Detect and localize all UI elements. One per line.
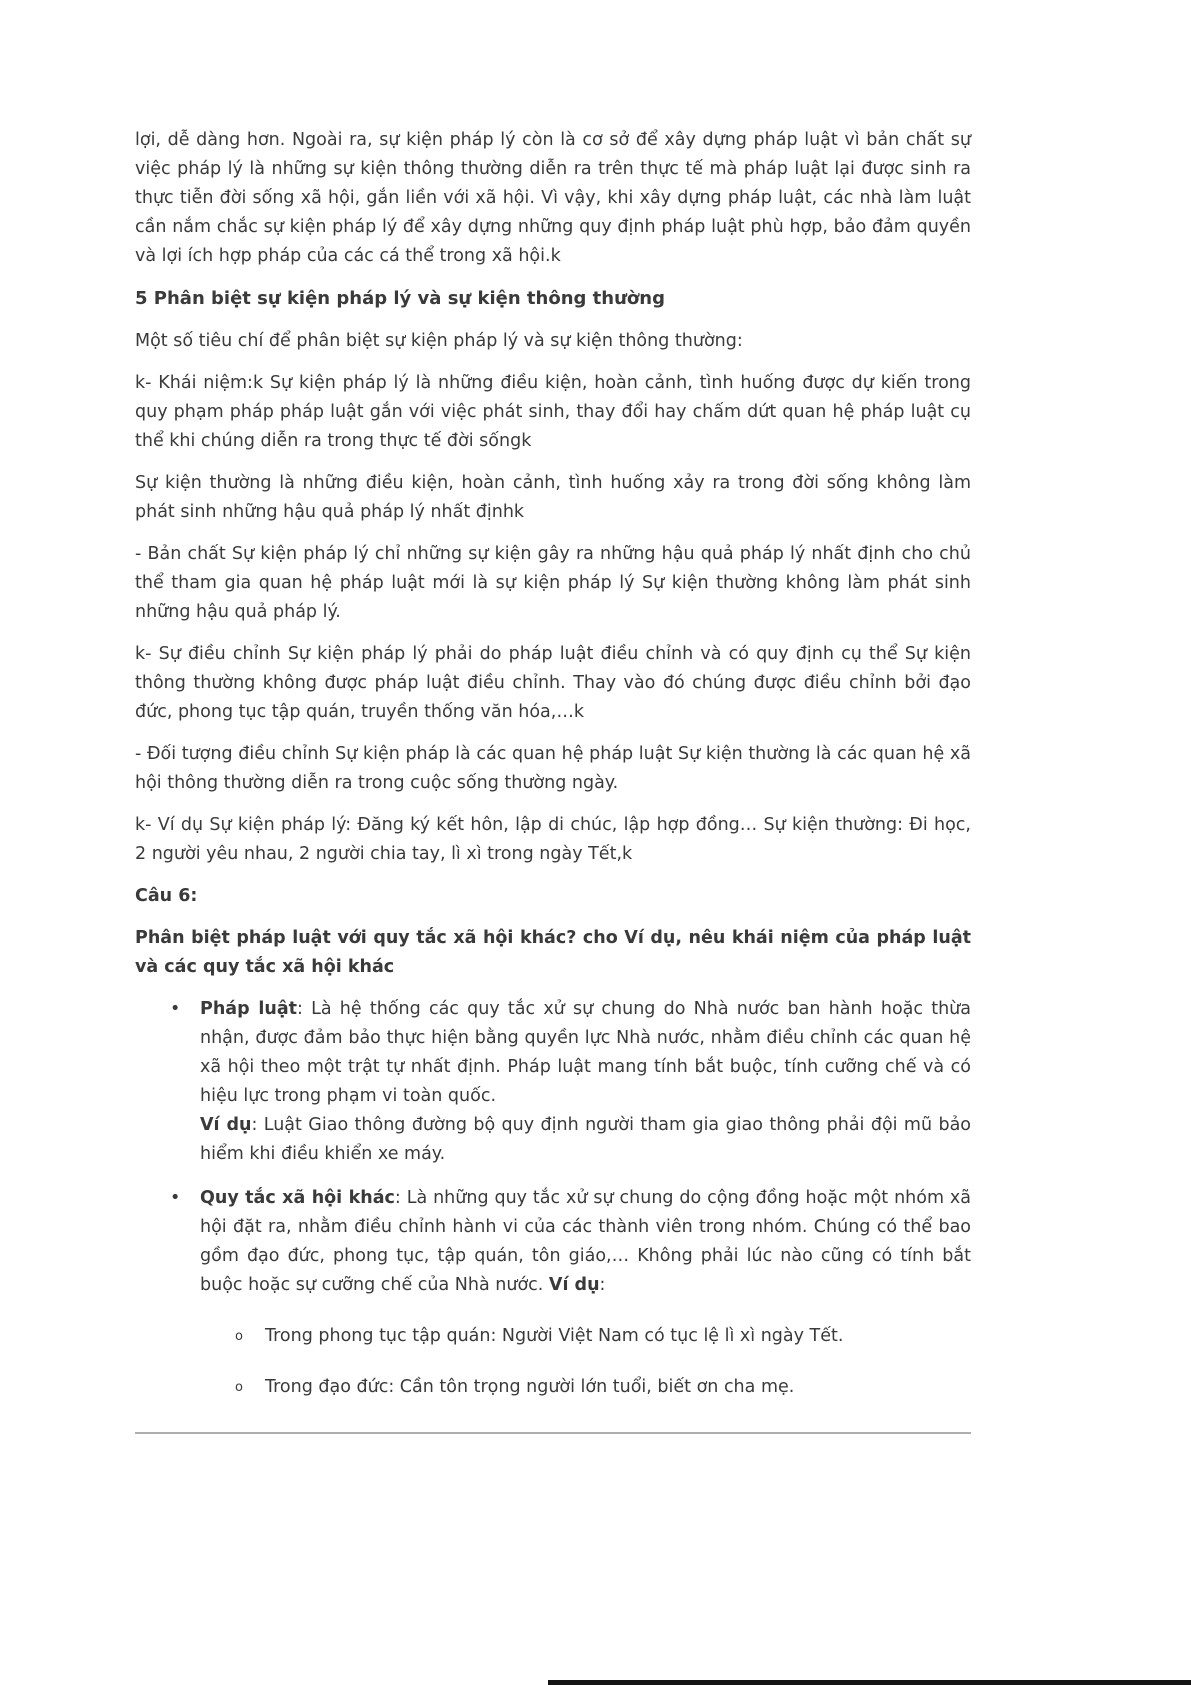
paragraph-su-dieu-chinh: k- Sự điều chỉnh Sự kiện pháp lý phải do pháp luật điều chỉnh và có quy định cụ thể Sự kiện thông thường không được pháp luật điều chỉnh. Thay vào đó chúng được điều chỉnh bởi đạo đức, phong tục tập quán, truyền thống văn hóa,…k bbox=[135, 644, 971, 722]
document-page bbox=[135, 126, 971, 1434]
bullet1-example-body: : Luật Giao thông đường bộ quy định người tham gia giao thông phải đội mũ bảo hiểm khi điều khiển xe máy. bbox=[200, 1115, 971, 1164]
sub-bullet-dao-duc bbox=[135, 1373, 971, 1402]
bullet2-example-colon: : bbox=[599, 1275, 606, 1295]
sub-bullet-marker: o bbox=[235, 1329, 243, 1344]
paragraph-criteria-intro: Một số tiêu chí để phân biệt sự kiện pháp lý và sự kiện thông thường: bbox=[135, 331, 743, 351]
section-5-heading: 5 Phân biệt sự kiện pháp lý và sự kiện thông thường bbox=[135, 288, 665, 309]
bullet2-example-label: Ví dụ bbox=[548, 1275, 600, 1295]
cau6-label: Câu 6: bbox=[135, 886, 198, 906]
paragraph-intro: lợi, dễ dàng hơn. Ngoài ra, sự kiện pháp lý còn là cơ sở để xây dựng pháp luật vì bản chất sự việc pháp lý là những sự kiện thông thường diễn ra trên thực tế mà pháp luật lại được sinh ra thực tiễn đời sống xã hội, gắn liền với xã hội. Vì vậy, khi xây dựng pháp luật, các nhà làm luật cần nắm chắc sự kiện pháp lý để xây dựng những quy định pháp luật phù hợp, bảo đảm quyền và lợi ích hợp pháp của các cá thể trong xã hội.k bbox=[135, 130, 971, 266]
bullet-item-phap-luat bbox=[135, 995, 971, 1169]
sub-bullet-phong-tuc bbox=[135, 1322, 971, 1351]
section-divider bbox=[135, 1432, 971, 1434]
term-quy-tac: Quy tắc xã hội khác bbox=[200, 1188, 395, 1208]
bullet-marker: • bbox=[170, 999, 181, 1019]
sub-bullet-marker: o bbox=[235, 1380, 243, 1395]
paragraph-ban-chat: - Bản chất Sự kiện pháp lý chỉ những sự kiện gây ra những hậu quả pháp lý nhất định cho chủ thể tham gia quan hệ pháp luật mới là sự kiện pháp lý Sự kiện thường không làm phát sinh những hậu quả pháp lý. bbox=[135, 544, 971, 622]
bullet1-body: : Là hệ thống các quy tắc xử sự chung do Nhà nước ban hành hoặc thừa nhận, được đảm bảo thực hiện bằng quyền lực Nhà nước, nhằm điều chỉnh các quan hệ xã hội theo một trật tự nhất định. Pháp luật mang tính bắt buộc, tính cưỡng chế và có hiệu lực trong phạm vi toàn quốc. bbox=[200, 999, 971, 1106]
paragraph-doi-tuong: - Đối tượng điều chỉnh Sự kiện pháp là các quan hệ pháp luật Sự kiện thường là các quan hệ xã hội thông thường diễn ra trong cuộc sống thường ngày. bbox=[135, 744, 971, 793]
bullet-marker: • bbox=[170, 1188, 181, 1208]
paragraph-khai-niem: k- Khái niệm:k Sự kiện pháp lý là những điều kiện, hoàn cảnh, tình huống được dự kiến trong quy phạm pháp pháp luật gắn với việc phát sinh, thay đổi hay chấm dứt quan hệ pháp luật cụ thể khi chúng diễn ra trong thực tế đời sốngk bbox=[135, 373, 971, 451]
cau6-heading: Phân biệt pháp luật với quy tắc xã hội khác? cho Ví dụ, nêu khái niệm của pháp luật và các quy tắc xã hội khác bbox=[135, 928, 971, 977]
term-phap-luat: Pháp luật bbox=[200, 999, 297, 1019]
bullet-text-phap-luat bbox=[200, 995, 971, 1169]
bottom-edge-bar bbox=[548, 1680, 1191, 1685]
bullet-text-quy-tac bbox=[200, 1184, 971, 1300]
sub-bullet-text: Trong phong tục tập quán: Người Việt Nam có tục lệ lì xì ngày Tết. bbox=[265, 1326, 844, 1346]
paragraph-su-kien-thuong: Sự kiện thường là những điều kiện, hoàn cảnh, tình huống xảy ra trong đời sống không làm phát sinh những hậu quả pháp lý nhất địnhk bbox=[135, 473, 971, 522]
bullet-item-quy-tac bbox=[135, 1184, 971, 1300]
bullet1-example-label: Ví dụ bbox=[200, 1115, 252, 1135]
paragraph-vi-du: k- Ví dụ Sự kiện pháp lý: Đăng ký kết hôn, lập di chúc, lập hợp đồng… Sự kiện thường: Đi học, 2 người yêu nhau, 2 người chia tay, lì xì trong ngày Tết,k bbox=[135, 815, 971, 864]
sub-bullet-text: Trong đạo đức: Cần tôn trọng người lớn tuổi, biết ơn cha mẹ. bbox=[265, 1377, 795, 1397]
bullet2-body: : Là những quy tắc xử sự chung do cộng đồng hoặc một nhóm xã hội đặt ra, nhằm điều chỉnh hành vi của các thành viên trong nhóm. Chúng có thể bao gồm đạo đức, phong tục, tập quán, tôn giáo,… Không phải lúc nào cũng có tính bắt buộc hoặc sự cưỡng chế của Nhà nước. bbox=[200, 1188, 971, 1295]
